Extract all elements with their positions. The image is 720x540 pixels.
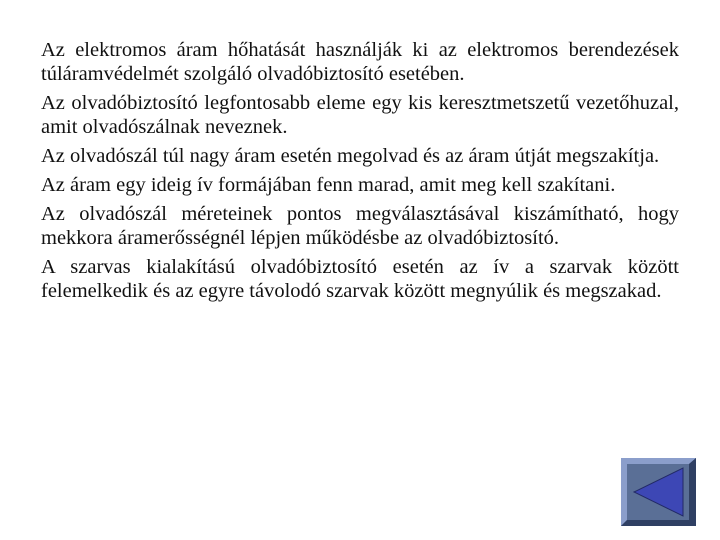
slide-body [41,38,679,308]
paragraph-2: Az olvadóbiztosító legfontosabb eleme egy kis keresztmetszetű vezetőhuzal, amit olvadószálnak neveznek. [41,92,679,138]
paragraph-3: Az olvadószál túl nagy áram esetén megolvad és az áram útját megszakítja. [41,145,660,167]
left-triangle-icon [621,458,696,526]
previous-slide-button[interactable] [621,458,696,526]
paragraph-5: Az olvadószál méreteinek pontos megválasztásával kiszámítható, hogy mekkora áramerősségnél lépjen működésbe az olvadóbiztosító. [41,203,679,249]
paragraph-4: Az áram egy ideig ív formájában fenn marad, amit meg kell szakítani. [41,174,616,196]
paragraph-1: Az elektromos áram hőhatását használják ki az elektromos berendezések túláramvédelmét szolgáló olvadóbiztosító esetében. [41,39,679,85]
paragraph-6: A szarvas kialakítású olvadóbiztosító esetén az ív a szarvak között felemelkedik és az egyre távolodó szarvak között megnyúlik és megszakad. [41,256,679,302]
